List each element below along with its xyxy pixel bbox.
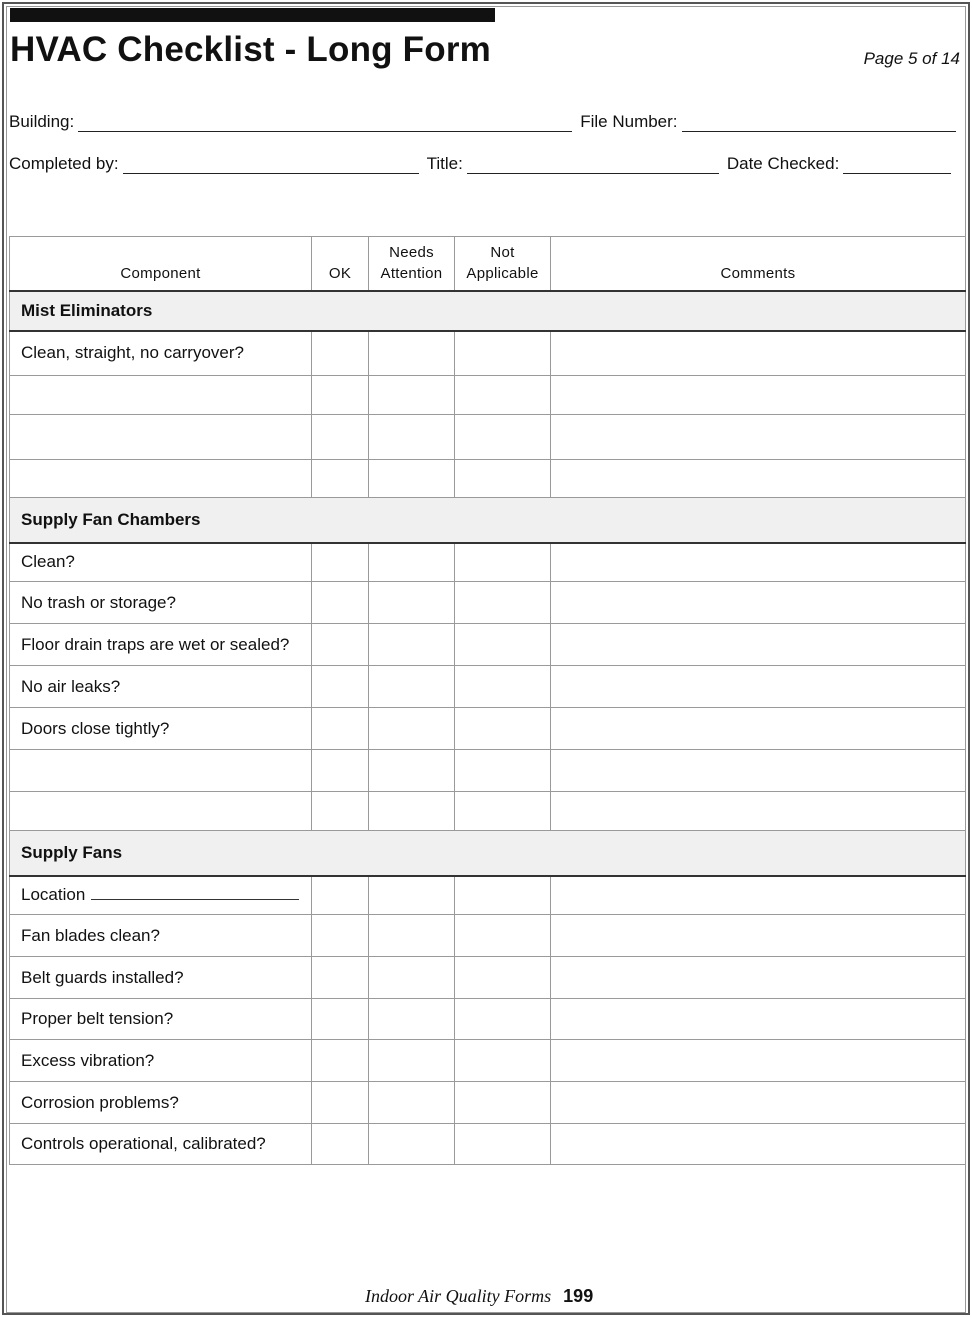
needs-attention-cell[interactable]	[369, 331, 455, 376]
table-row	[10, 415, 966, 460]
ok-cell[interactable]	[312, 331, 369, 376]
file-number-label: File Number:	[580, 112, 678, 131]
not-applicable-cell[interactable]	[455, 915, 551, 957]
needs-attention-cell[interactable]	[369, 999, 455, 1040]
not-applicable-cell[interactable]	[455, 543, 551, 582]
comments-cell[interactable]	[551, 1040, 966, 1082]
item-label: Clean, straight, no carryover?	[10, 331, 312, 376]
table-row	[10, 1040, 966, 1082]
needs-attention-cell[interactable]	[369, 582, 455, 624]
item-label: Excess vibration?	[10, 1040, 312, 1082]
column-header-ok: OK	[312, 237, 369, 291]
not-applicable-cell[interactable]	[455, 957, 551, 999]
header-bar	[10, 8, 495, 22]
item-label: Clean?	[10, 543, 312, 582]
date-checked-label: Date Checked:	[726, 154, 840, 173]
not-applicable-cell[interactable]	[455, 792, 551, 831]
title-label: Title:	[426, 154, 463, 173]
section-title: Supply Fan Chambers	[10, 498, 966, 543]
table-row	[10, 708, 966, 750]
building-label: Building:	[9, 112, 75, 131]
table-row	[10, 999, 966, 1040]
ok-cell[interactable]	[312, 957, 369, 999]
page-footer	[365, 1286, 593, 1307]
table-row	[10, 582, 966, 624]
needs-attention-cell[interactable]	[369, 876, 455, 915]
location-cell	[10, 876, 312, 915]
ok-cell[interactable]	[312, 543, 369, 582]
needs-attention-cell[interactable]	[369, 1124, 455, 1165]
ok-cell[interactable]	[312, 582, 369, 624]
location-field[interactable]	[91, 887, 299, 900]
item-label: Controls operational, calibrated?	[10, 1124, 312, 1165]
page-title: HVAC Checklist - Long Form	[10, 30, 491, 69]
comments-cell[interactable]	[551, 1124, 966, 1165]
section-row	[10, 831, 966, 876]
completed-row	[9, 154, 964, 174]
location-label: Location	[21, 885, 86, 905]
ok-cell[interactable]	[312, 415, 369, 460]
needs-attention-cell[interactable]	[369, 376, 455, 415]
item-label: Floor drain traps are wet or sealed?	[10, 624, 312, 666]
ok-cell[interactable]	[312, 999, 369, 1040]
needs-attention-cell[interactable]	[369, 750, 455, 792]
column-header-component: Component	[10, 237, 312, 291]
item-label[interactable]	[10, 376, 312, 415]
not-applicable-cell[interactable]	[455, 331, 551, 376]
not-applicable-cell[interactable]	[455, 999, 551, 1040]
item-label: Doors close tightly?	[10, 708, 312, 750]
table-row	[10, 666, 966, 708]
footer-page-number: 199	[563, 1286, 594, 1306]
needs-attention-cell[interactable]	[369, 957, 455, 999]
comments-cell[interactable]	[551, 331, 966, 376]
ok-cell[interactable]	[312, 708, 369, 750]
table-row	[10, 792, 966, 831]
ok-cell[interactable]	[312, 624, 369, 666]
building-field[interactable]	[78, 115, 572, 132]
section-row	[10, 498, 966, 543]
not-applicable-cell[interactable]	[455, 1082, 551, 1124]
needs-attention-cell[interactable]	[369, 666, 455, 708]
comments-cell[interactable]	[551, 708, 966, 750]
not-applicable-cell[interactable]	[455, 582, 551, 624]
table-row	[10, 1082, 966, 1124]
item-label: No air leaks?	[10, 666, 312, 708]
page-indicator: Page 5 of 14	[863, 49, 960, 68]
column-header-not-applicable	[455, 237, 551, 291]
item-label: Proper belt tension?	[10, 999, 312, 1040]
table-row	[10, 957, 966, 999]
comments-cell[interactable]	[551, 543, 966, 582]
needs-attention-cell[interactable]	[369, 624, 455, 666]
comments-cell[interactable]	[551, 915, 966, 957]
needs-attention-cell[interactable]	[369, 1082, 455, 1124]
needs-line2: Attention	[380, 264, 443, 282]
na-line1: Not	[490, 243, 515, 261]
ok-cell[interactable]	[312, 460, 369, 498]
section-title: Mist Eliminators	[10, 291, 966, 331]
ok-cell[interactable]	[312, 876, 369, 915]
ok-cell[interactable]	[312, 792, 369, 831]
title-field[interactable]	[467, 157, 719, 174]
ok-cell[interactable]	[312, 915, 369, 957]
building-row	[9, 112, 964, 132]
comments-cell[interactable]	[551, 999, 966, 1040]
not-applicable-cell[interactable]	[455, 1040, 551, 1082]
not-applicable-cell[interactable]	[455, 876, 551, 915]
completed-by-field[interactable]	[123, 157, 419, 174]
needs-line1: Needs	[389, 243, 434, 261]
needs-attention-cell[interactable]	[369, 543, 455, 582]
ok-cell[interactable]	[312, 376, 369, 415]
item-label[interactable]	[10, 750, 312, 792]
ok-cell[interactable]	[312, 750, 369, 792]
publication-name: Indoor Air Quality Forms	[365, 1286, 552, 1306]
needs-attention-cell[interactable]	[369, 460, 455, 498]
item-label[interactable]	[10, 460, 312, 498]
comments-cell[interactable]	[551, 582, 966, 624]
item-label: Belt guards installed?	[10, 957, 312, 999]
item-label: Fan blades clean?	[10, 915, 312, 957]
table-header-row	[10, 237, 966, 291]
table-row	[10, 331, 966, 376]
table-row	[10, 915, 966, 957]
needs-attention-cell[interactable]	[369, 1040, 455, 1082]
ok-cell[interactable]	[312, 666, 369, 708]
comments-cell[interactable]	[551, 460, 966, 498]
table-row	[10, 876, 966, 915]
item-label: Corrosion problems?	[10, 1082, 312, 1124]
table-row	[10, 1124, 966, 1165]
comments-cell[interactable]	[551, 957, 966, 999]
comments-cell[interactable]	[551, 666, 966, 708]
needs-attention-cell[interactable]	[369, 792, 455, 831]
not-applicable-cell[interactable]	[455, 376, 551, 415]
table-row	[10, 543, 966, 582]
not-applicable-cell[interactable]	[455, 666, 551, 708]
comments-cell[interactable]	[551, 750, 966, 792]
needs-attention-cell[interactable]	[369, 708, 455, 750]
table-row	[10, 376, 966, 415]
comments-cell[interactable]	[551, 1082, 966, 1124]
table-row	[10, 460, 966, 498]
not-applicable-cell[interactable]	[455, 460, 551, 498]
needs-attention-cell[interactable]	[369, 415, 455, 460]
item-label: No trash or storage?	[10, 582, 312, 624]
comments-cell[interactable]	[551, 876, 966, 915]
na-line2: Applicable	[466, 264, 539, 282]
needs-attention-cell[interactable]	[369, 915, 455, 957]
comments-cell[interactable]	[551, 624, 966, 666]
comments-cell[interactable]	[551, 415, 966, 460]
checklist-table	[9, 236, 966, 1165]
section-title: Supply Fans	[10, 831, 966, 876]
file-number-field[interactable]	[682, 115, 956, 132]
not-applicable-cell[interactable]	[455, 750, 551, 792]
table-row	[10, 624, 966, 666]
table-row	[10, 750, 966, 792]
section-row	[10, 291, 966, 331]
item-label[interactable]	[10, 415, 312, 460]
ok-cell[interactable]	[312, 1040, 369, 1082]
completed-by-label: Completed by:	[9, 154, 119, 173]
comments-cell[interactable]	[551, 792, 966, 831]
item-label[interactable]	[10, 792, 312, 831]
not-applicable-cell[interactable]	[455, 1124, 551, 1165]
not-applicable-cell[interactable]	[455, 624, 551, 666]
column-header-needs-attention	[369, 237, 455, 291]
ok-cell[interactable]	[312, 1082, 369, 1124]
column-header-comments: Comments	[551, 237, 966, 291]
ok-cell[interactable]	[312, 1124, 369, 1165]
date-checked-field[interactable]	[843, 157, 951, 174]
not-applicable-cell[interactable]	[455, 415, 551, 460]
not-applicable-cell[interactable]	[455, 708, 551, 750]
comments-cell[interactable]	[551, 376, 966, 415]
